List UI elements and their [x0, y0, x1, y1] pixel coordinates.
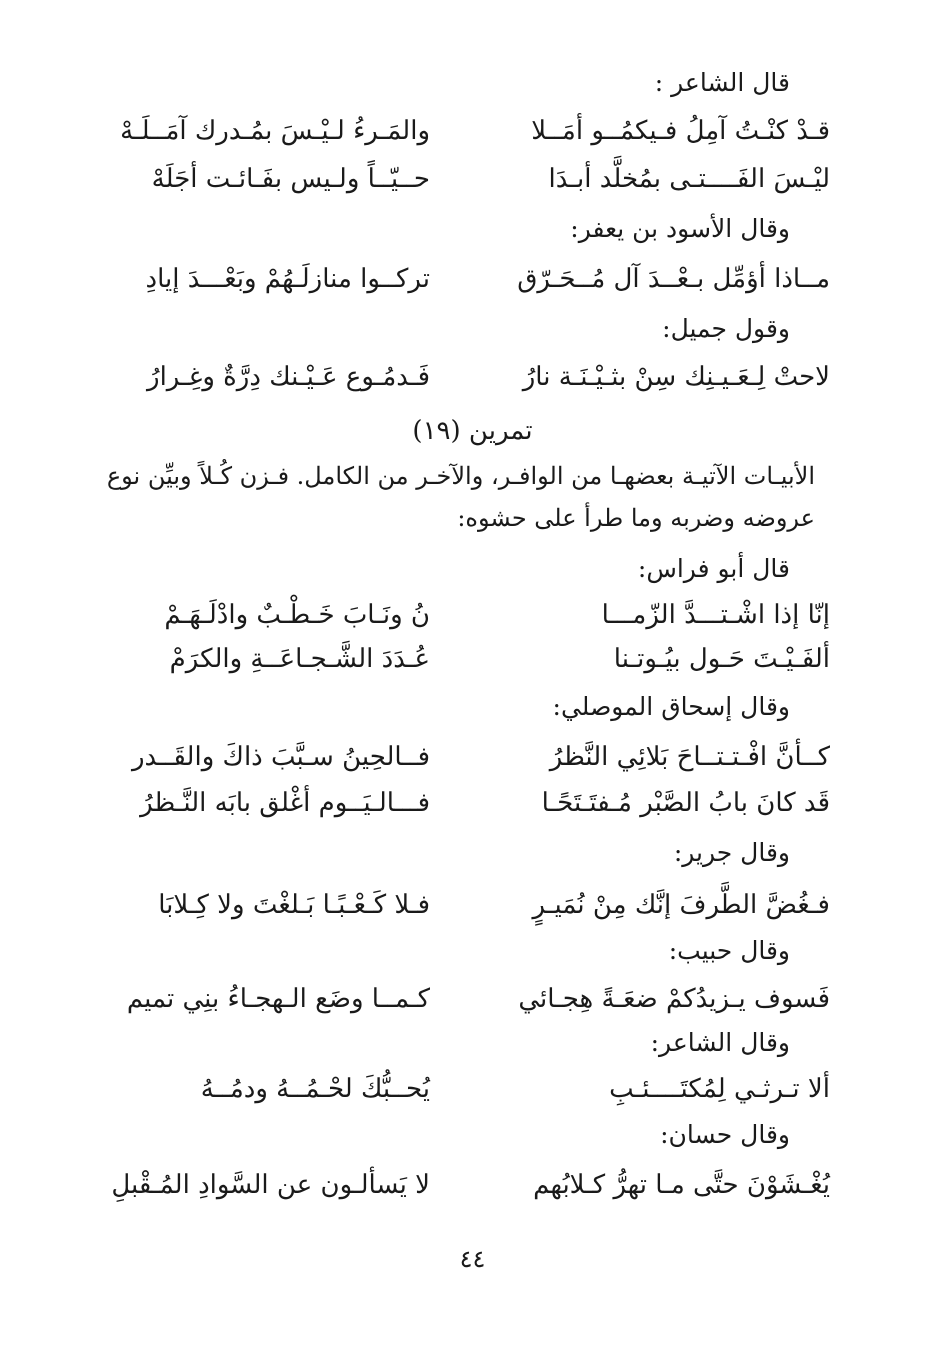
poem-intro: وقول جميل:: [662, 314, 790, 343]
verse-ajuz: حــيّــاً ولـيس بفَـائـت أجَلَهْ: [151, 164, 430, 194]
poem-intro: وقال حسان:: [660, 1120, 790, 1149]
verse-sadr: كــأنَّ افْـتـتــاحَ بَلائِي النَّظرُ: [549, 742, 830, 772]
poem-intro: وقال حبيب:: [668, 936, 790, 965]
page-number: ٤٤: [459, 1245, 486, 1273]
verse: [70, 1172, 830, 1208]
poem-intro: وقال الأسود بن يعفر:: [570, 214, 790, 243]
verse-ajuz: تركــوا منازلَـهُمْ وبَعْـــدَ إيادِ: [145, 264, 430, 294]
verse: [70, 602, 830, 638]
verse-ajuz: كـمــا وضَع الـهجـاءُ بنِي تميم: [126, 984, 430, 1014]
verse: [70, 364, 830, 400]
verse-ajuz: والمَـرءُ لـيْـسَ بمُـدرك آمَــلَـهْ: [120, 116, 430, 146]
verse-ajuz: نُ ونَـابَ خَـطْـبٌ وادْلَـهَـمْ: [164, 600, 430, 630]
verse-sadr: ألا تـرثـي لِمُكتَــــئـبِ: [609, 1074, 830, 1104]
verse: [70, 986, 830, 1022]
exercise-title: تمرين (١٩): [412, 416, 533, 446]
verse-sadr: قـدْ كنْـتُ آمِلُ فـيكمُــو أمَــلا: [531, 116, 830, 146]
verse-ajuz: يُحــبُّكَ لحْـمُــهُ ودمُــهُ: [200, 1074, 430, 1104]
poem-intro: قال الشاعر :: [654, 68, 790, 97]
verse-sadr: ليْـسَ الفَــــتـى بمُخلَّد أبـدَا: [548, 164, 830, 194]
poem-intro: وقال الشاعر:: [650, 1028, 790, 1057]
verse: [70, 646, 830, 682]
verse: [70, 1076, 830, 1112]
verse: [70, 118, 830, 154]
verse-ajuz: فـلا كَـعْـبًـا بَـلغْتَ ولا كِـلابَا: [158, 890, 430, 920]
verse-sadr: مــاذا أؤمِّل بـعْــدَ آل مُــحَـرّق: [517, 264, 830, 294]
verse-sadr: يُغْـشَوْنَ حتَّى مـا تهرُّ كـلابُهم: [533, 1170, 830, 1200]
exercise-instruction: الأبيـات الآتيـة بعضهـا من الوافـر، والآخـر من الكامل. فـزن كُـلاً وبيِّن نوع: [106, 462, 815, 490]
verse-ajuz: فــالحِينُ سـبَّبَ ذاكَ والقَــدر: [131, 742, 430, 772]
verse: [70, 166, 830, 202]
verse-sadr: قَد كانَ بابُ الصَّبْر مُـفتَـتَحًـا: [541, 788, 830, 818]
poem-intro: قال أبو فراس:: [637, 554, 790, 583]
verse: [70, 892, 830, 928]
verse: [70, 790, 830, 826]
verse-ajuz: لا يَسألـون عن السَّوادِ المُـقْبلِ: [111, 1170, 430, 1200]
verse-sadr: فَسوف يـزيدُكمْ ضعَـةً هِجـائي: [518, 984, 830, 1014]
poem-intro: وقال إسحاق الموصلي:: [552, 692, 790, 721]
poem-intro: وقال جرير:: [673, 838, 790, 867]
verse-sadr: لاحتْ لِـعَـيـنِك سِنْ بثـيْـنَـة نارُ: [522, 362, 830, 392]
verse: [70, 266, 830, 302]
exercise-instruction: عروضه وضربه وما طرأ على حشوه:: [457, 504, 815, 532]
verse: [70, 744, 830, 780]
verse-sadr: ألفَـيْـتَ حَـول بيُـوتـنا: [613, 644, 830, 674]
verse-ajuz: فَـدمُـوع عَـيْـنك دِرَّةٌ وغِـرارُ: [147, 362, 430, 392]
verse-sadr: إنّا إذا اشْـتـــدَّ الزّمـــا: [601, 600, 830, 630]
verse-sadr: فـغُضَّ الطَّرفَ إنَّك مِنْ نُمَيـرٍ: [532, 890, 830, 920]
verse-ajuz: فـــالـيَــوم أغْلق بابَه النَّـظرُ: [140, 788, 430, 818]
verse-ajuz: عُـدَدَ الشَّـجـاعَــةِ والكرَمْ: [169, 644, 430, 674]
